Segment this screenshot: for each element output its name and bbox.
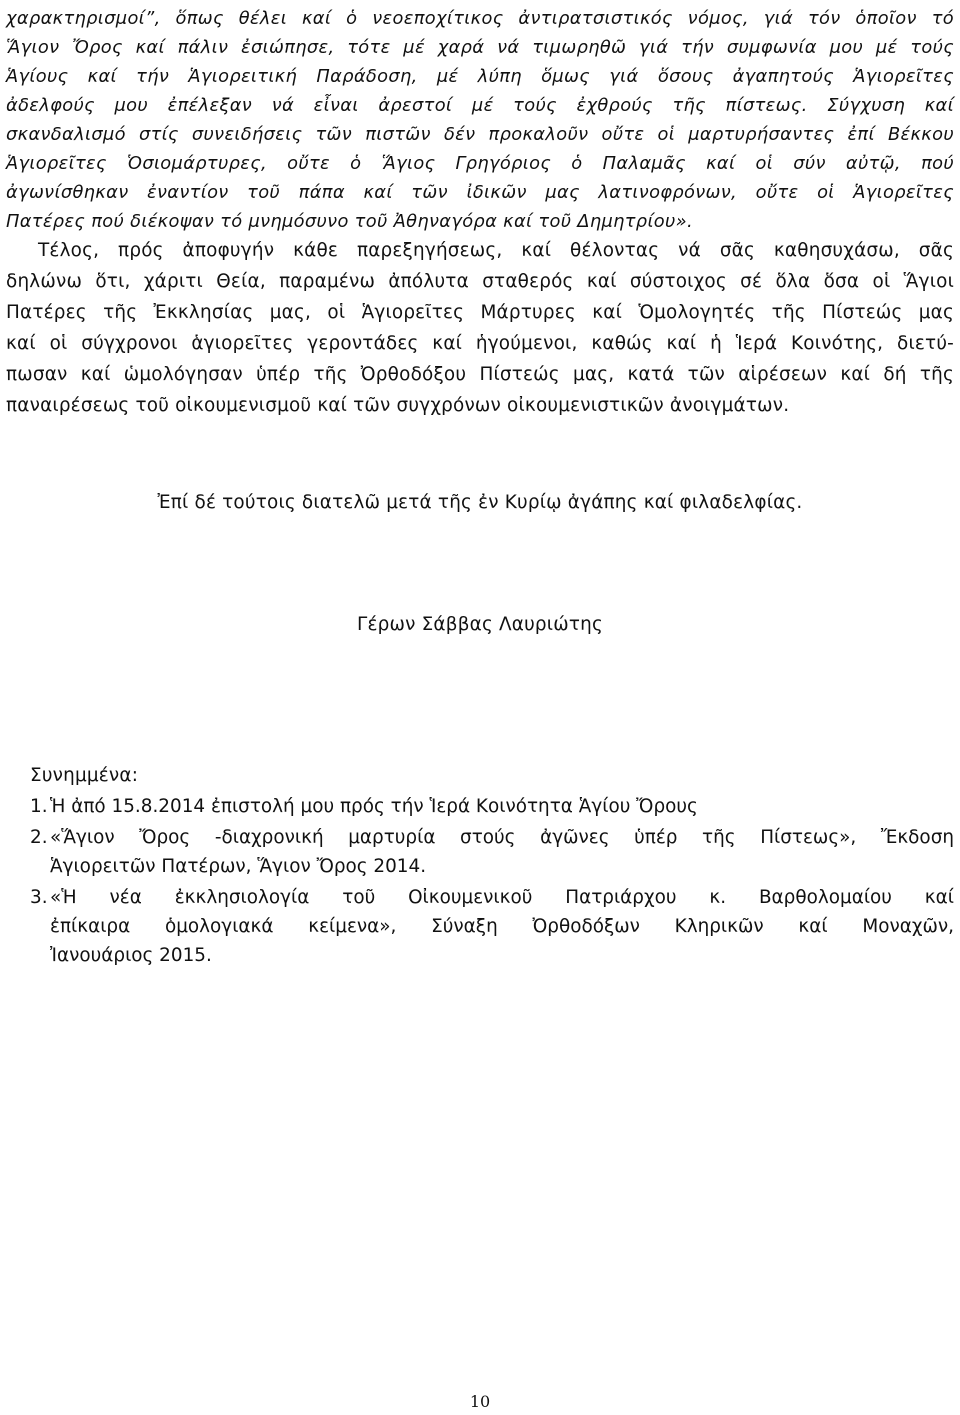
paragraph-line: δηλώνω ὅτι, χάριτι Θεία, παραμένω ἀπόλυτα σταθερός καί σύστοιχος σέ ὅλα ὅσα οἱ Ἅγιοι: [6, 271, 954, 292]
attachment-line: Ἡ ἀπό 15.8.2014 ἐπιστολή μου πρός τήν Ἱερά Κοινότητα Ἁγίου Ὄρους: [50, 796, 698, 817]
attachment-line: Ἁγιορειτῶν Πατέρων, Ἅγιον Ὄρος 2014.: [50, 856, 427, 877]
paragraph-line: καί οἱ σύγχρονοι ἁγιορεῖτες γεροντάδες καί ἡγούμενοι, καθώς καί ἡ Ἱερά Κοινότης, διετύ-: [6, 333, 954, 354]
paragraph-line: ἀγωνίσθηκαν ἐναντίον τοῦ πάπα καί τῶν ἰδικῶν μας λατινοφρόνων, οὔτε οἱ Ἁγιορεῖτες: [6, 182, 954, 203]
attachment-line: «Ἅγιον Ὄρος -διαχρονική μαρτυρία στούς ἀγῶνες ὑπέρ τῆς Πίστεως», Ἔκδοση: [50, 827, 954, 848]
signature: Γέρων Σάββας Λαυριώτης: [357, 614, 603, 635]
paragraph-line: σκανδαλισμό στίς συνειδήσεις τῶν πιστῶν δέν προκαλοῦν οὔτε οἱ μαρτυρήσαντες ἐπί Βέκκου: [6, 124, 954, 145]
paragraph-line: Ἁγιορεῖτες Ὁσιομάρτυρες, οὔτε ὁ Ἅγιος Γρηγόριος ὁ Παλαμᾶς καί οἱ σύν αὐτῷ, πού: [6, 153, 954, 174]
attachment-line: «Ἡ νέα ἐκκλησιολογία τοῦ Οἰκουμενικοῦ Πατριάρχου κ. Βαρθολομαίου καί: [50, 887, 954, 908]
document-page: [6, 0, 954, 1415]
paragraph-line: Πατέρες τῆς Ἐκκλησίας μας, οἱ Ἁγιορεῖτες Μάρτυρες καί Ὁμολογητές τῆς Πίστεώς μας: [6, 302, 954, 323]
attachment-number: 3.: [30, 887, 48, 908]
paragraph-line: Ἅγιον Ὄρος καί πάλιν ἐσιώπησε, τότε μέ χαρά νά τιμωρηθῶ γιά τήν συμφωνία μου μέ τούς: [6, 37, 954, 58]
paragraph-line: Πατέρες πού διέκοψαν τό μνημόσυνο τοῦ Ἀθηναγόρα καί τοῦ Δημητρίου».: [6, 211, 693, 232]
attachment-line: ἐπίκαιρα ὁμολογιακά κείμενα», Σύναξη Ὀρθοδόξων Κληρικῶν καί Μοναχῶν,: [50, 916, 954, 937]
paragraph-line: ἀδελφούς μου ἐπέλεξαν νά εἶναι ἀρεστοί μέ τούς ἐχθρούς τῆς πίστεως. Σύγχυση καί: [6, 95, 954, 116]
attachment-number: 2.: [30, 827, 48, 848]
paragraph-line: πωσαν καί ὡμολόγησαν ὑπέρ τῆς Ὀρθοδόξου Πίστεώς μας, κατά τῶν αἱρέσεων καί δή τῆς: [6, 364, 954, 385]
attachment-line: Ἰανουάριος 2015.: [50, 945, 212, 966]
attachments-heading: Συνημμένα:: [30, 765, 139, 786]
closing-line: Ἐπί δέ τούτοις διατελῶ μετά τῆς ἐν Κυρίῳ ἀγάπης καί φιλαδελφίας.: [157, 492, 803, 513]
paragraph-line: χαρακτηρισμοί”, ὅπως θέλει καί ὁ νεοεποχίτικος ἀντιρατσιστικός νόμος, γιά τόν ὁποῖον τό: [6, 8, 954, 29]
paragraph-line: Τέλος, πρός ἀποφυγήν κάθε παρεξηγήσεως, καί θέλοντας νά σᾶς καθησυχάσω, σᾶς: [38, 240, 954, 261]
paragraph-line: παναιρέσεως τοῦ οἰκουμενισμοῦ καί τῶν συγχρόνων οἰκουμενιστικῶν ἀνοιγμάτων.: [6, 395, 790, 416]
page-number: 10: [469, 1392, 491, 1411]
attachment-number: 1.: [30, 796, 48, 817]
paragraph-line: Ἁγίους καί τήν Ἁγιορειτική Παράδοση, μέ λύπη ὅμως γιά ὅσους ἀγαπητούς Ἁγιορεῖτες: [6, 66, 954, 87]
